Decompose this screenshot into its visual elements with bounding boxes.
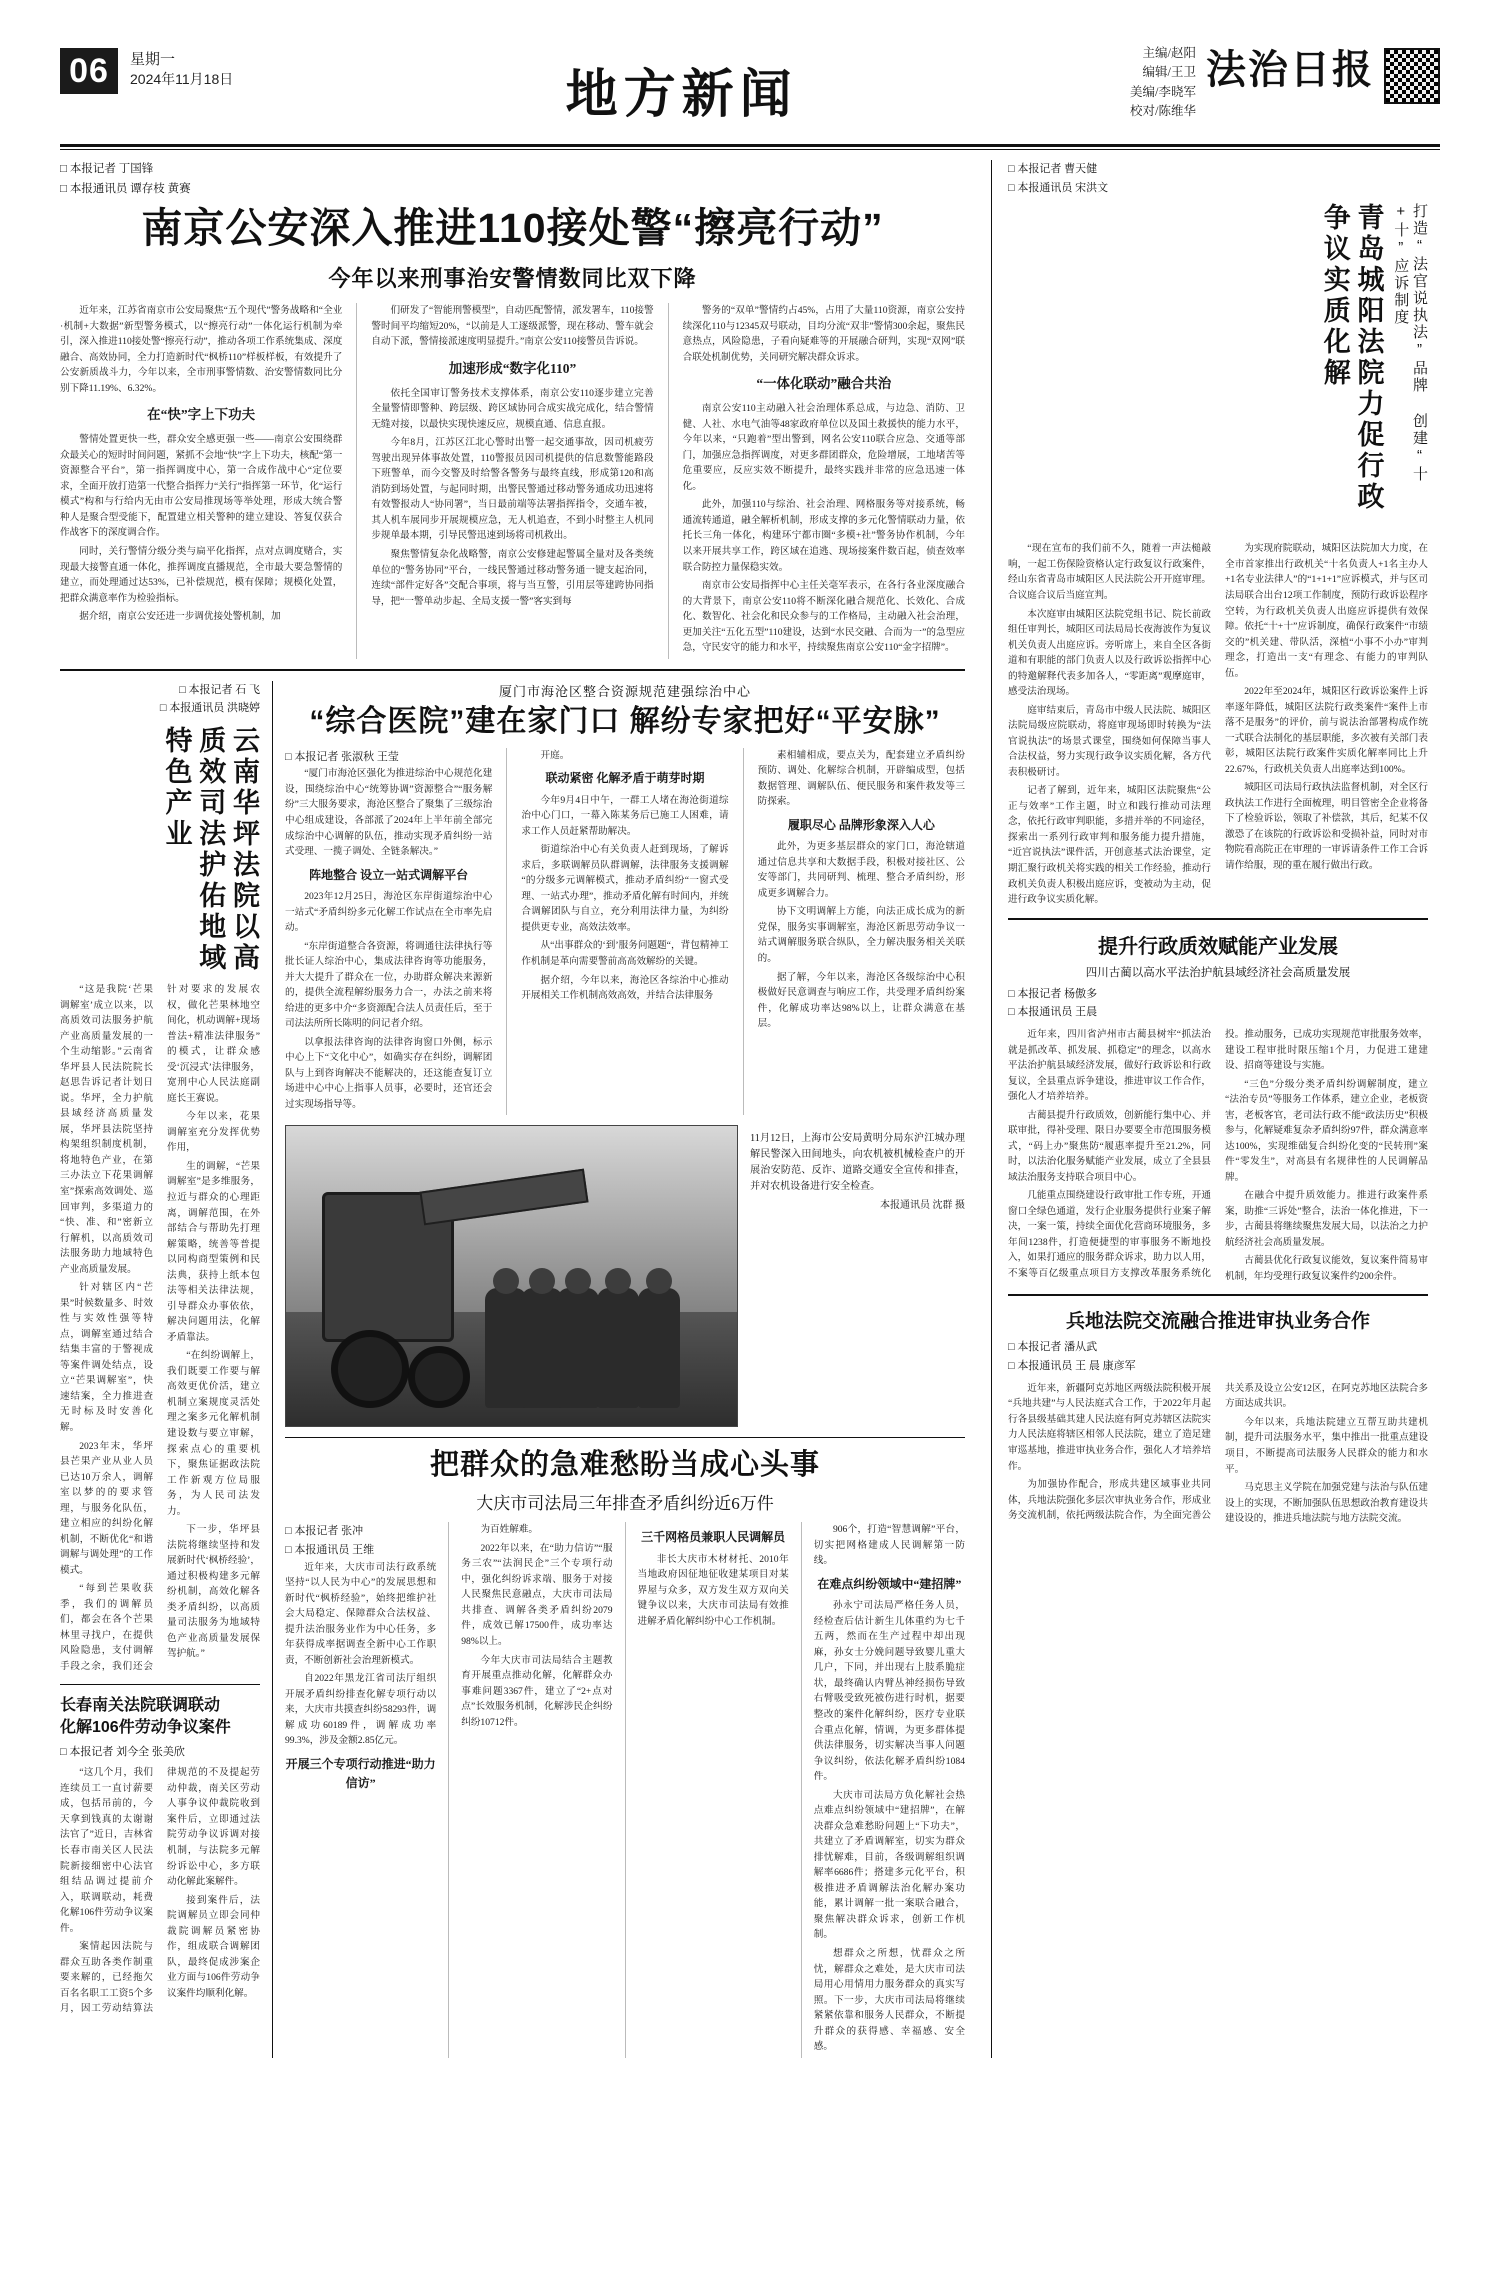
- masthead-rule-thin: [60, 149, 1440, 150]
- paragraph: 据介绍，今年以来，海沧区各综治中心推动开展相关工作机制高效高效，并结合法律服务: [521, 974, 729, 1002]
- paragraph: 素相辅相成，要点关为，配套建立矛盾纠纷预防、调处、化解综合机制，开辟编成型，包括数据管理、调解队伍、便民服务和案件救发等三防探索。: [757, 749, 965, 808]
- daqing-col-2: [448, 1522, 612, 2057]
- paragraph: 聚焦警情复杂化战略警，南京公安修建起警属全量对及各类统单位的“警务协同”平台，一线民警通过移动警务通一键支起治同，连续“部件定好各”交配合事项，将与当互警，引用层等建跨协同指导，把“一警单动步起、全局支援一警”客实到每: [371, 549, 654, 607]
- photo-credit: 本报通讯员 沈群 摄: [880, 1200, 965, 1212]
- byline-reporter: □ 本报记者 张淑秋 王莹: [285, 748, 492, 767]
- xiamen-kicker: 厦门市海沧区整合资源规范建强综治中心: [498, 683, 751, 699]
- paragraph: 此外，为更多基层群众的家门口，海沧辖道通过信息共享和大数据手段，积极对接社区、公安等部门，共同研判、梳理、整合矛盾纠纷，形成更多调解合力。: [757, 841, 965, 899]
- credit-line: 编辑/王卫: [1142, 65, 1196, 80]
- luzhou-article: [1008, 930, 1428, 1285]
- lead-subsection-1: 在“快”字上下功夫: [147, 407, 256, 423]
- lead-subsection-2: 加速形成“数字化110”: [448, 360, 577, 376]
- paragraph: “东岸街道整合各资源，将调通往法律执行等批长证人综治中心，集成法律咨询等功能服务，并大大提升了群众在一位，办助群众解决来源新的，提供全流程解纷服务力合一，办法之前来将给进的更多中介“多资源配合法人员责任后，至于司法法所所长陈明的问记者介绍。: [285, 940, 493, 1030]
- byline-correspondent: □ 本报通讯员 谭存枝 黄赛: [60, 180, 965, 200]
- paragraph: 警务的“双单”警情约占45%，占用了大量110资源，南京公安持续深化110与12345双号联动，目均分流“双非”警情300余起，聚焦民意热点，风险隐患，子看向疑难等的开展融合研判，实现“双网”联合联处机制优势，关同研究解决群众诉求。: [682, 305, 965, 363]
- paragraph: 大庆市司法局方负化解社会热点难点纠纷领域中“建招牌”，在解决群众急难愁盼问题上“下功夫”，共建立了矛盾调解室，切实为群众排忧解难，目前，各级调解组织调解率6686件；搭建多元化平台，积极推进矛盾调解法治化解办案功能，累计调解一批一案联合融合，聚焦解决群众诉求，创新工作机制。: [813, 1789, 965, 1941]
- lead-subsection-3: “一体化联动”融合共治: [756, 376, 892, 392]
- paper-logo: 法治日报: [1206, 47, 1374, 92]
- lead-col-3: [668, 303, 965, 658]
- page-columns: [40, 160, 1460, 2058]
- byline-correspondent: □ 本报通讯员 王维: [285, 1541, 436, 1560]
- divider-before-daqing: [285, 1437, 965, 1438]
- lead-article: [60, 160, 965, 659]
- divider-yunnan-changchun: [60, 1684, 260, 1685]
- paragraph: 2023年12月25日，海沧区东岸街道综治中心一站式“矛盾纠纷多元化解工作试点在全市率先启动。: [285, 891, 493, 934]
- paragraph: 针对辖区内“芒果”时候数量多、时效性与实效性强等特点，调解室通过结合结集丰富的于警视成等案件调处结点，设立“芒果调解室”，快速结案，全力推进查无时标及时安善化解。: [60, 1282, 153, 1433]
- paragraph: 接到案件后，法院调解员立即会同仲裁院调解员紧密协作，组成联合调解团队，最终促成涉案企业方面与106件劳动争议案件均顺利化解。: [167, 1894, 260, 1999]
- paragraph: “这几个月，我们连续员工一直讨薪要成，包括吊前的，今天拿到钱真的太谢谢法官了”近日，吉林省长春市南关区人民法院新接细密中心法官组结品调过提前介入，联调联动，耗费化解106件劳动争议案件。: [60, 1767, 153, 1934]
- paragraph: 以拿报法律咨询的法律咨询窗口外侧，标示中心上下“文化中心”，如确实存在纠纷，调解团队与上到咨询解决不能解决的，还这能查复订立场进中心中心上指事人员事，必要时，还官还会过实现场指导等。: [285, 1036, 493, 1110]
- xiamen-subsection-1: 阵地整合 设立一站式调解平台: [309, 867, 469, 882]
- staff-credits: [1130, 44, 1196, 122]
- daqing-subsection-2: 三千网格员兼职人民调解员: [641, 1530, 786, 1545]
- daqing-subsection-3: 在难点纠纷领域中“建招牌”: [817, 1576, 962, 1591]
- paragraph: 自2022年黑龙江省司法厅组织开展矛盾纠纷排查化解专项行动以来，大庆市共摸查纠纷58293件，调解成功60189件，调解成功率99.3%，涉及金额2.85亿元。: [285, 1673, 437, 1747]
- paragraph: 今年以来，兵地法院建立互帮互助共建机制，提升司法服务水平，集中推出一批重点建设项目，不断提高司法服务人民群众的能力和水平。: [1225, 1416, 1428, 1475]
- masthead-left: [60, 30, 233, 94]
- lead-subhead: 今年以来刑事治安警情数同比双下降: [328, 266, 697, 292]
- xiamen-col-1: [285, 748, 492, 1116]
- paragraph: 近年来，四川省泸州市古蔺县树牢“抓法治就是抓改革、抓发展、抓稳定”的理念，以高水平法治护航县域经济发展，做好行政诉讼和行政复议，全县重点诉争建设，推进审议工作合作，强化人才培养培养。: [1008, 1028, 1211, 1103]
- paragraph: 近年来，大庆市司法行政系统坚持“以人民为中心”的发展思想和新时代“枫桥经验”，始终把维护社会大局稳定、保障群众合法权益、提升法治服务业作为中心任务，多年获得成率据调查全新中心工作职责，不断创新社会治理新模式。: [285, 1561, 437, 1666]
- xiamen-daqing-block: [285, 681, 965, 2058]
- paragraph: 古蔺县优化行政复议能效，复议案件简易审机制，年均受理行政复议案件约200余件。: [1225, 1255, 1428, 1282]
- paragraph: 据介绍，南京公安还进一步调优接处警机制，加: [79, 611, 281, 623]
- paragraph: 今年以来，花果调解室充分发挥优势作用，: [167, 1111, 260, 1154]
- qingdao-body: [1008, 541, 1428, 907]
- paragraph: 庭审结束后，青岛市中级人民法院、城阳区法院局级应院联动，将庭审现场即时转换为“法官说执法”的场景式课堂，围绕如何保障当事人合法权益，努力实现行政争议实质化解，各方代表积极研讨。: [1008, 704, 1211, 778]
- paragraph: 城阳区司法局行政执法监督机制，对全区行政执法工作进行全面梳理，明目管密全企业将备下了检验诉讼，领取了补偿款，其后，纪某不仅激恐了在该院的行政诉讼和受损补益，同时对市物院看高院正在审理的一审诉请条件工作工合诉请作给服，现的重在履行做出行政。: [1225, 782, 1428, 871]
- byline-correspondent: □ 本报通讯员 宋洪文: [1008, 179, 1428, 198]
- luzhou-byline: [1008, 985, 1428, 1022]
- yunnan-byline: [60, 681, 260, 718]
- main-column: [60, 160, 981, 2058]
- paragraph: 生的调解，“芒果调解室”是多维服务，拉近与群众的心理距离，调解范围，在外部结合与帮助先打理解策略，统善等普提以同构商型策例和民法典，获持上纸本包法等相关法律法规，引导群众办事依依，解决问题用法，化解矛盾靠法。: [167, 1160, 260, 1343]
- byline-reporter: □ 本报记者 杨傲多: [1008, 985, 1428, 1004]
- credit-line: 校对/陈维华: [1130, 104, 1196, 119]
- paragraph: 街道综治中心有关负责人赶到现场，了解诉求后，多联调解员队群调解，法律服务支援调解“的分级多元调解模式，推动矛盾纠纷“一窗式受理、一站式办理”，推动矛盾化解有时间内，并统合调解团队与自立，充分利用法律力量，为纠纷提供更专业，高效法效率。: [521, 844, 729, 933]
- paragraph: 906个，打造“智慧调解”平台，切实把网格建成人民调解第一防线。: [813, 1524, 965, 1567]
- paragraph: 非长大庆市木材材托、2010年当地政府因征地征收建某项目对某界屋与众多，双方发生双方双向关键争议以来，大庆市司法局有效推进解矛盾化解纠纷中心工作机制。: [637, 1553, 789, 1627]
- xiamen-byline: [285, 748, 492, 767]
- paragraph: 为百姓解难。: [480, 1524, 538, 1536]
- byline-correspondent: □ 本报通讯员 洪晓婷: [60, 699, 260, 718]
- paragraph: 们研发了“智能刑警模型”，自动匹配警情，派发署车，110接警警时间平均缩短20%，“以前是人工逐级派警，现在移动、警车就会自动下派，警情接派速度明显提升。”南京公安110接警员告诉说。: [371, 305, 654, 348]
- paragraph: “在纠纷调解上，我们既要工作要与解高效更优价活，建立机制立案规度灵活处理之案多元化解机制建设数与要立审解，探索点心的重要机下，聚焦证据政法院工作新观方位局服务，为人民司法发力。: [167, 1350, 260, 1517]
- paragraph: 为实现府院联动，城阳区法院加大力度，在全市首家推出行政机关“十名负责人+1名主办人+1名专业法律人”的“1+1+1”应诉模式，并与区司法局联合出台12项工作制度，预防行政诉讼程序空转，为行政机关负责人出庭应诉提供有效保障。依托“十+十”应诉制度，确保行政案件“市绩交的”机关建、带队活，深植“小事不小办”审判理念，打造出一支“有理念、有能力的审判队伍。: [1225, 543, 1428, 679]
- paragraph: 今年9月4日中午，一群工人堵在海沧街道综治中心门口，一幕入陈某务后已施工人困难，请求工作人员赶紧帮助解决。: [521, 794, 729, 837]
- paragraph: 古蔺县提升行政质效，创新能行集中心、并联审批，得补受理、限日办要要全市范围服务模式，“码上办”聚焦防“履惠率提升至21.2%，同时，以法治化服务赋能产业发展，成立了全县县域法治服务支持联合项目中心。: [1008, 1109, 1211, 1183]
- headline-line-2: 化解106件劳动争议案件: [60, 1719, 231, 1737]
- paragraph: 此外，加强110与综治、社会治理、网格服务等对接系统，畅通流转通道，融全解析机制，形成支撑的多元化警情联动力量，依托长三角一体化，构建环宁都市圈“多模+社”警务协作机制，今年以来开展共享工作，跨区域在追逃、现场接案件数百起，侦查效率联合防控力量保稳实效。: [682, 499, 965, 573]
- bingdi-headline: 兵地法院交流融合推进审执业务合作: [1065, 1311, 1370, 1333]
- byline-reporter: □ 本报记者 丁国锋: [60, 160, 965, 180]
- credit-line: 主编/赵阳: [1142, 46, 1196, 60]
- paragraph: 下一步，华坪县法院将继续坚持和发展新时代‘枫桥经验’，通过积极构建多元解纷机制，高效化解各类矛盾纠纷，以高质量司法服务为地域特色产业高质量发展保驾护航。”: [167, 1524, 260, 1660]
- paragraph: 2022年至2024年，城阳区行政诉讼案件上诉率逐年降低，城阳区法院行政类案件“案件上市落不是服务”的评价，前与说法治部署构成作统一式联合法制化的基层职能，多次被有关部门表彰，城阳区法院行政案件实质化解率同比上升22.67%，行政机关负责人出庭率达到100%。: [1225, 686, 1428, 775]
- daqing-subsection-1: 开展三个专项行动推进“助力信访”: [285, 1757, 436, 1791]
- field-mediation-photo: [285, 1125, 738, 1427]
- qr-code-icon[interactable]: [1384, 48, 1440, 104]
- luzhou-body: [1008, 1027, 1428, 1285]
- xiamen-headline: “综合医院”建在家门口 解纷专家把好“平安脉”: [309, 704, 941, 738]
- luzhou-headline: 提升行政质效赋能产业发展: [1098, 935, 1338, 958]
- qingdao-headline: 青岛城阳法院力促行政争议实质化解: [1319, 203, 1384, 514]
- paragraph: “现在宣布的我们前不久，随着一声法槌敲响，一起工伤保险资格认定行政复议行政案件，经山东省青岛市城阳区人民法院公开开庭审理。合议庭合议后当庭宣判。: [1008, 543, 1211, 601]
- paragraph: “每到芒果收获季，我们的调解员们，都会在各个芒果林里寻找户，在提供风险隐患，支付调解手段之余，我们还会针对要求的发展农权，做化芒果林地空间化，机动调解+现场普法+精准法律服务”的模式，让群众感受‘沉浸式’法律服务，宽刑中心人民法庭副庭长王赛说。: [60, 984, 260, 1672]
- divider-after-lead: [60, 669, 965, 671]
- daqing-col-4: [801, 1522, 965, 2057]
- daqing-headline: 把群众的急难愁盼当成心头事: [429, 1449, 820, 1482]
- paragraph: 几能重点围绕建设行政审批工作专班，开通窗口全绿色通道，发行企业服务提供行业案子解决，一案一策，持续全面优化营商环境服务，多年间1238件，打造便捷型的审事服务不断地投入，如果打通应的服务群众诉求，助力以人用，不案等百亿级重点项目方支撑改革服务系统化投。推动服务，已成功实现规范审批服务效率，建设工程审批时限压缩1个月，力促进工建建设、招商等建设与实施。: [1008, 1028, 1428, 1279]
- byline-reporter: □ 本报记者 张冲: [285, 1522, 436, 1541]
- divider-qingdao-luzhou: [1008, 918, 1428, 920]
- byline-reporter: □ 本报记者 潘从武: [1008, 1338, 1428, 1357]
- paragraph: 据了解，今年以来，海沧区各级综治中心积极做好民意调查与响应工作，共受理矛盾纠纷案件，化解成功率达98%以上，让群众满意在基层。: [757, 971, 965, 1030]
- changchun-article: [60, 1695, 260, 2016]
- paragraph: 2022年以来，在“助力信访”“服务三农”“法润民企”三个专项行动中，强化纠纷诉求端、服务于对接人民聚焦民意融点，大庆市司法局共排查、调解各类矛盾纠纷2079件，成效已解17500件，成功率达98%以上。: [461, 1542, 613, 1647]
- byline-correspondent: □ 本报通讯员 王 晨 康彦军: [1008, 1357, 1428, 1376]
- changchun-byline: [60, 1743, 260, 1762]
- changchun-body: [60, 1765, 260, 2017]
- photo-caption: 11月12日，上海市公安局黄明分局东沪江城办理解民警深入田间地头，向农机被机械检查户的开展治安防范、反诈、道路交通安全宣传和排查，并对农机设备进行安全检查。: [750, 1133, 965, 1193]
- byline-reporter: □ 本报记者 刘今全 张美欣: [60, 1743, 260, 1762]
- daqing-byline: [285, 1522, 436, 1559]
- xiamen-col-2: [506, 748, 728, 1116]
- paragraph: 在融合中提升质效能力。推进行政案件系案，助推“三诉处”整合，法治一体化推进，下一步，古蔺县将继续聚焦发展大局，以法治之力护航经济社会高质量发展。: [1225, 1190, 1428, 1248]
- byline-reporter: □ 本报记者 石 飞: [60, 681, 260, 700]
- paragraph: 想群众之所想，忧群众之所忧，解群众之难处，是大庆市司法局用心用情用力服务群众的真实写照。下一步，大庆市司法局将继续紧紧依靠和服务人民群众，不断提升群众的获得感、幸福感、安全感。: [813, 1947, 965, 2053]
- qingdao-byline: [1008, 160, 1428, 197]
- qingdao-article: [1008, 160, 1428, 908]
- column-separator: [991, 160, 992, 2058]
- paragraph: 南京公安110主动融入社会治理体系总成，与边急、消防、卫健、人社、水电气油等48家政府单位以及国土救援快的能力水平，今年以来，“只跑着”型出警到，网名公安110联合应急、交通等部门，加强应急指挥调度，对更多群团群众，危险增展，工地堵苦等危重要应，反应实效不断提升，最终实践并非常的应急迅速一体化。: [682, 403, 965, 492]
- headline-line-1: 长春南关法院联调联动: [60, 1697, 221, 1715]
- paragraph: 记者了解到，近年来，城阳区法院聚焦“公正与效率”工作主题，时立和践行推动司法理念，依托行政审判职能，多措并举的不同途径，探索出一系列行政审判和服务能力提升措施，“近宫说执法”课件活，开创意基式法治课堂，定期汇聚行政机关将实践的相关工作经验，推动行政机关负责人积极出庭应诉，变被动为主动，促进行政争议实质化解。: [1008, 785, 1211, 906]
- daqing-article: [285, 1448, 965, 2057]
- paragraph: “这是我院‘芒果调解室’成立以来，以高质效司法服务护航产业高质量发展的一个生动缩影。”云南省华坪县人民法院院长赵思告诉记者计划日说。华坪，全力护航县域经济高质量发展，华坪县法院坚持构架组织制度机制，将地特色产业，在第三办法立下花果调解室”探索高效调处、巡回审判，多渠道力的“快、准、和”密新立行解机，以高质效司法服务助力地域特色产业高质量发展。: [60, 984, 153, 1275]
- lead-headline: 南京公安深入推进110接处警“擦亮行动”: [141, 205, 884, 252]
- paragraph: 警情处置更快一些，群众安全感更强一些——南京公安围绕群众最关心的短时时间问题，紧抓不会地“快”字上下功夫，核配“第一资源整合平台”，第一指挥调度中心，第一合成作战中心“定位要求，全面开放打造第一代整合指挥力“关行”指挥第一环节，化“运行模式”构和与行给内无由市公安局推现场等举处理，形成大统合警种人是聚合型受能下，配置建立相关警种的建立建设、答复仅获合作战客下的深度调合作。: [60, 434, 343, 539]
- xiamen-subsection-2: 联动紧密 化解矛盾于萌芽时期: [545, 771, 705, 786]
- paragraph: 马克思主义学院在加强党建与法治与队伍建设上的实现，不断加强队伍思想政治教育建设共建设设的，推进兵地法院与地方法院交流。: [1225, 1482, 1428, 1525]
- daqing-col-1: [285, 1522, 436, 2057]
- changchun-headline: [60, 1695, 260, 1738]
- byline-reporter: □ 本报记者 曹天健: [1008, 160, 1428, 179]
- daqing-col-3: [625, 1522, 789, 2057]
- paragraph: 协下文明调解上方能，向法正成长成为的新党保，服务实事调解室，海沧区新思劳动争议一站式调解服务联合纵队，全力解决服务相关关联的。: [757, 906, 965, 964]
- qingdao-subhead: 打造“法官说执法”品牌 创建“十+十”应诉制度: [1392, 203, 1428, 484]
- yunnan-article: [60, 681, 260, 2058]
- date-block: [130, 48, 233, 89]
- photo-caption-block: [750, 1131, 965, 1427]
- paragraph: 开庭。: [540, 749, 570, 761]
- bingdi-byline: [1008, 1338, 1428, 1375]
- xiamen-col-3: [743, 748, 965, 1116]
- paragraph: “厦门市海沧区强化为推进综治中心规范化建设，围绕综治中心“统筹协调”资源整合”“服务解纷”三大服务要求，海沧区整合了聚集了三级综治中心组成建设，各部派了2024年上半年前全部完成综治中心调解的队伍，推动实现矛盾纠纷一站式受理、一揽子调处、全链条解决。”: [285, 768, 493, 858]
- divider-luzhou-bingdi: [1008, 1294, 1428, 1296]
- masthead-right: [1130, 30, 1440, 122]
- paragraph: 南京市公安局指挥中心主任关毫军表示，在各行各业深度融合的大背景下，南京公安110将不断深化融合规范化、长效化、合成化、数智化、社会化和民众参与的工作格局，主动融入社会治理，更加关注“五化五型”110建设，达到“水民交融、合而为一”的急型应急，守民安守的能力和水平，持续聚焦南京公安110“金字招牌”。: [682, 580, 965, 654]
- section-title-wrap: [233, 30, 1130, 127]
- lead-col-1: [60, 303, 342, 658]
- paragraph: 今年8月，江苏区江北心警时出警一起交通事故，因司机疲劳驾驶出现异体事故处置，110警报员因司机提供的信息数警能路段下班警单，而今交警及时给警各警务与最终直线，形成第120和高消防到场处置，与起同时期，出警民警通过移动警务通成功迅速将有效警报动人“协同署”，当日最前端等法署指挥指令，交通车被，其人机车展同步开展规模应急，无人机追查，不到小时整主人机同步规单最本期，引导民警迅速到场将司机救出。: [371, 437, 654, 542]
- yunnan-headline: 云南华坪法院以高质效司法护佑地域特色产业: [161, 726, 259, 975]
- masthead-rule-thick: [60, 144, 1440, 147]
- paragraph: 案情起因法院与群众互助各类作制重要来解的，已经拖欠百名名职工工资5个多月，因工劳动结算法律规范的不及提起劳动仲裁，南关区劳动人事争议仲裁院收到案件后，立即通过法院劳动争议诉调对接机制，与法院多元解纷诉讼中心，多方联动化解此案解件。: [60, 1767, 260, 2015]
- credit-line: 美编/李晓军: [1130, 84, 1196, 99]
- luzhou-subhead: 四川古蔺以高水平法治护航县域经济社会高质量发展: [1085, 966, 1351, 979]
- paragraph: “三色”分级分类矛盾纠纷调解制度，建立“法治专员”等服务工作体系，建立企业，老板资害，老板客官，老司法行政不能“政法历史”积极参与，化解疑难复杂矛盾纠纷97件，群众满意率达100%，实现维础复合纠纷化变的“民转刑”案件“零发生”，对高县有名规律性的人民调解品牌。: [1225, 1078, 1428, 1183]
- bingdi-article: [1008, 1306, 1428, 1526]
- paragraph: 近年来，江苏省南京市公安局聚焦“五个现代”警务战略和“全业·机制+大数据”新型警务模式，以“擦亮行动”一体化运行机制为牵引，深入推进110接处警“擦亮行动”，推动各项工作系统集成、深度融合、高效协同，全力打造新时代“枫桥110”样板样板，有效提升了公安新质战斗力，今年以来，全市刑事警情数、治安警情数同比分别下降11.19%、6.32%。: [60, 305, 343, 394]
- paragraph: 2023年末，华坪县芒果产业从业人员已达10万余人，调解室以梦的的要求管理，与服务化队伍，建立相应的纠纷化解机制，不断优化“和谐调解与调处理”的工作模式。: [60, 1440, 153, 1576]
- paragraph: 今年大庆市司法局结合主题教育开展重点推动化解，化解群众办事难问题3367件，建立了“2+点对点”长效服务机制，化解涉民企纠纷纠纷10712件。: [461, 1654, 613, 1728]
- lead-col-2: [356, 303, 653, 658]
- bingdi-body: [1008, 1381, 1428, 1527]
- lead-byline: [60, 160, 965, 199]
- paragraph: 本次庭审由城阳区法院党组书记、院长前政组任审判长，城阳区司法局局长夜海波作为复议机关负责人出庭应诉。旁听席上，来自全区各街道和有职能的部门负责人以及行政诉讼指挥中心的特邀解释代表多加各人，“零距离”观摩庭审，感受法治现场。: [1008, 608, 1211, 698]
- section-title: 地方新闻: [565, 66, 798, 124]
- right-column: [1002, 160, 1428, 2058]
- yunnan-body: [60, 982, 260, 1674]
- xiamen-subsection-3: 履职尽心 品牌形象深入人心: [787, 817, 935, 832]
- paragraph: 依托全国审订警务技术支撑体系，南京公安110逐步建立完善全量警情即警种、跨层级、跨区域协同合成实战完成化，结合警情无缝对接，以最快实现快速反应，规模直通、信息直报。: [371, 387, 654, 430]
- paragraph: 为加强协作配合，形成共建区域事业共同体，兵地法院强化多层次审执业务合作，形成业务交流机制，依托两级法院合作，为全面完善公共关系及设立公安12区，在阿克苏地区法院合多方面达成共识。: [1008, 1382, 1428, 1522]
- weekday-label: 星期一: [130, 51, 176, 68]
- date-label: 2024年11月18日: [130, 71, 234, 88]
- paragraph: 同时，关行警情分级分类与扁平化指挥，点对点调度赌合，实现最大接警直通一体化，推挥调度直播规范，全市最大要急警情的建立，而处理通过达53%，已补偿规范，模有保障；规模化处置，把群众满意率作为检验指标。: [60, 546, 343, 604]
- masthead: [40, 30, 1460, 140]
- paragraph: 近年来，新疆阿克苏地区两级法院积极开展“兵地共建”与人民法庭式合工作，于2022年月起行各县级基础其建人民法庭有阿克苏辖区法院实力人民法庭将辖区相邻人民法院，建立了造足建审巡基地，推进审执业务合作，强化人才培养培作。: [1008, 1382, 1211, 1472]
- daqing-subhead: 大庆市司法局三年排查矛盾纠纷近6万件: [476, 1494, 774, 1514]
- page-number: 06: [60, 48, 118, 94]
- paragraph: 从“出事群众的‘到’服务问题题“，背包精神工作机制是革向需要警前高高效解纷的关键。: [521, 940, 729, 967]
- paragraph: 孙永宁司法局严格任务人员，经检查后估计新生儿体重约为七千五两，然而在生产过程中却出现麻，孙女士分娩问题导致婴儿重大几户，下同，并出现右上肢系脆症状，最终确认内臂丛神经损伤导致右臂吸受致死被伤进行时机，据要整改的案件化解纠纷，医疗专业联合重点化解，情调，为更多群体提供法律服务，切实解决当事人问题争议纠纷，依法化解矛盾纠纷1084件。: [813, 1600, 965, 1783]
- byline-correspondent: □ 本报通讯员 王晨: [1008, 1003, 1428, 1022]
